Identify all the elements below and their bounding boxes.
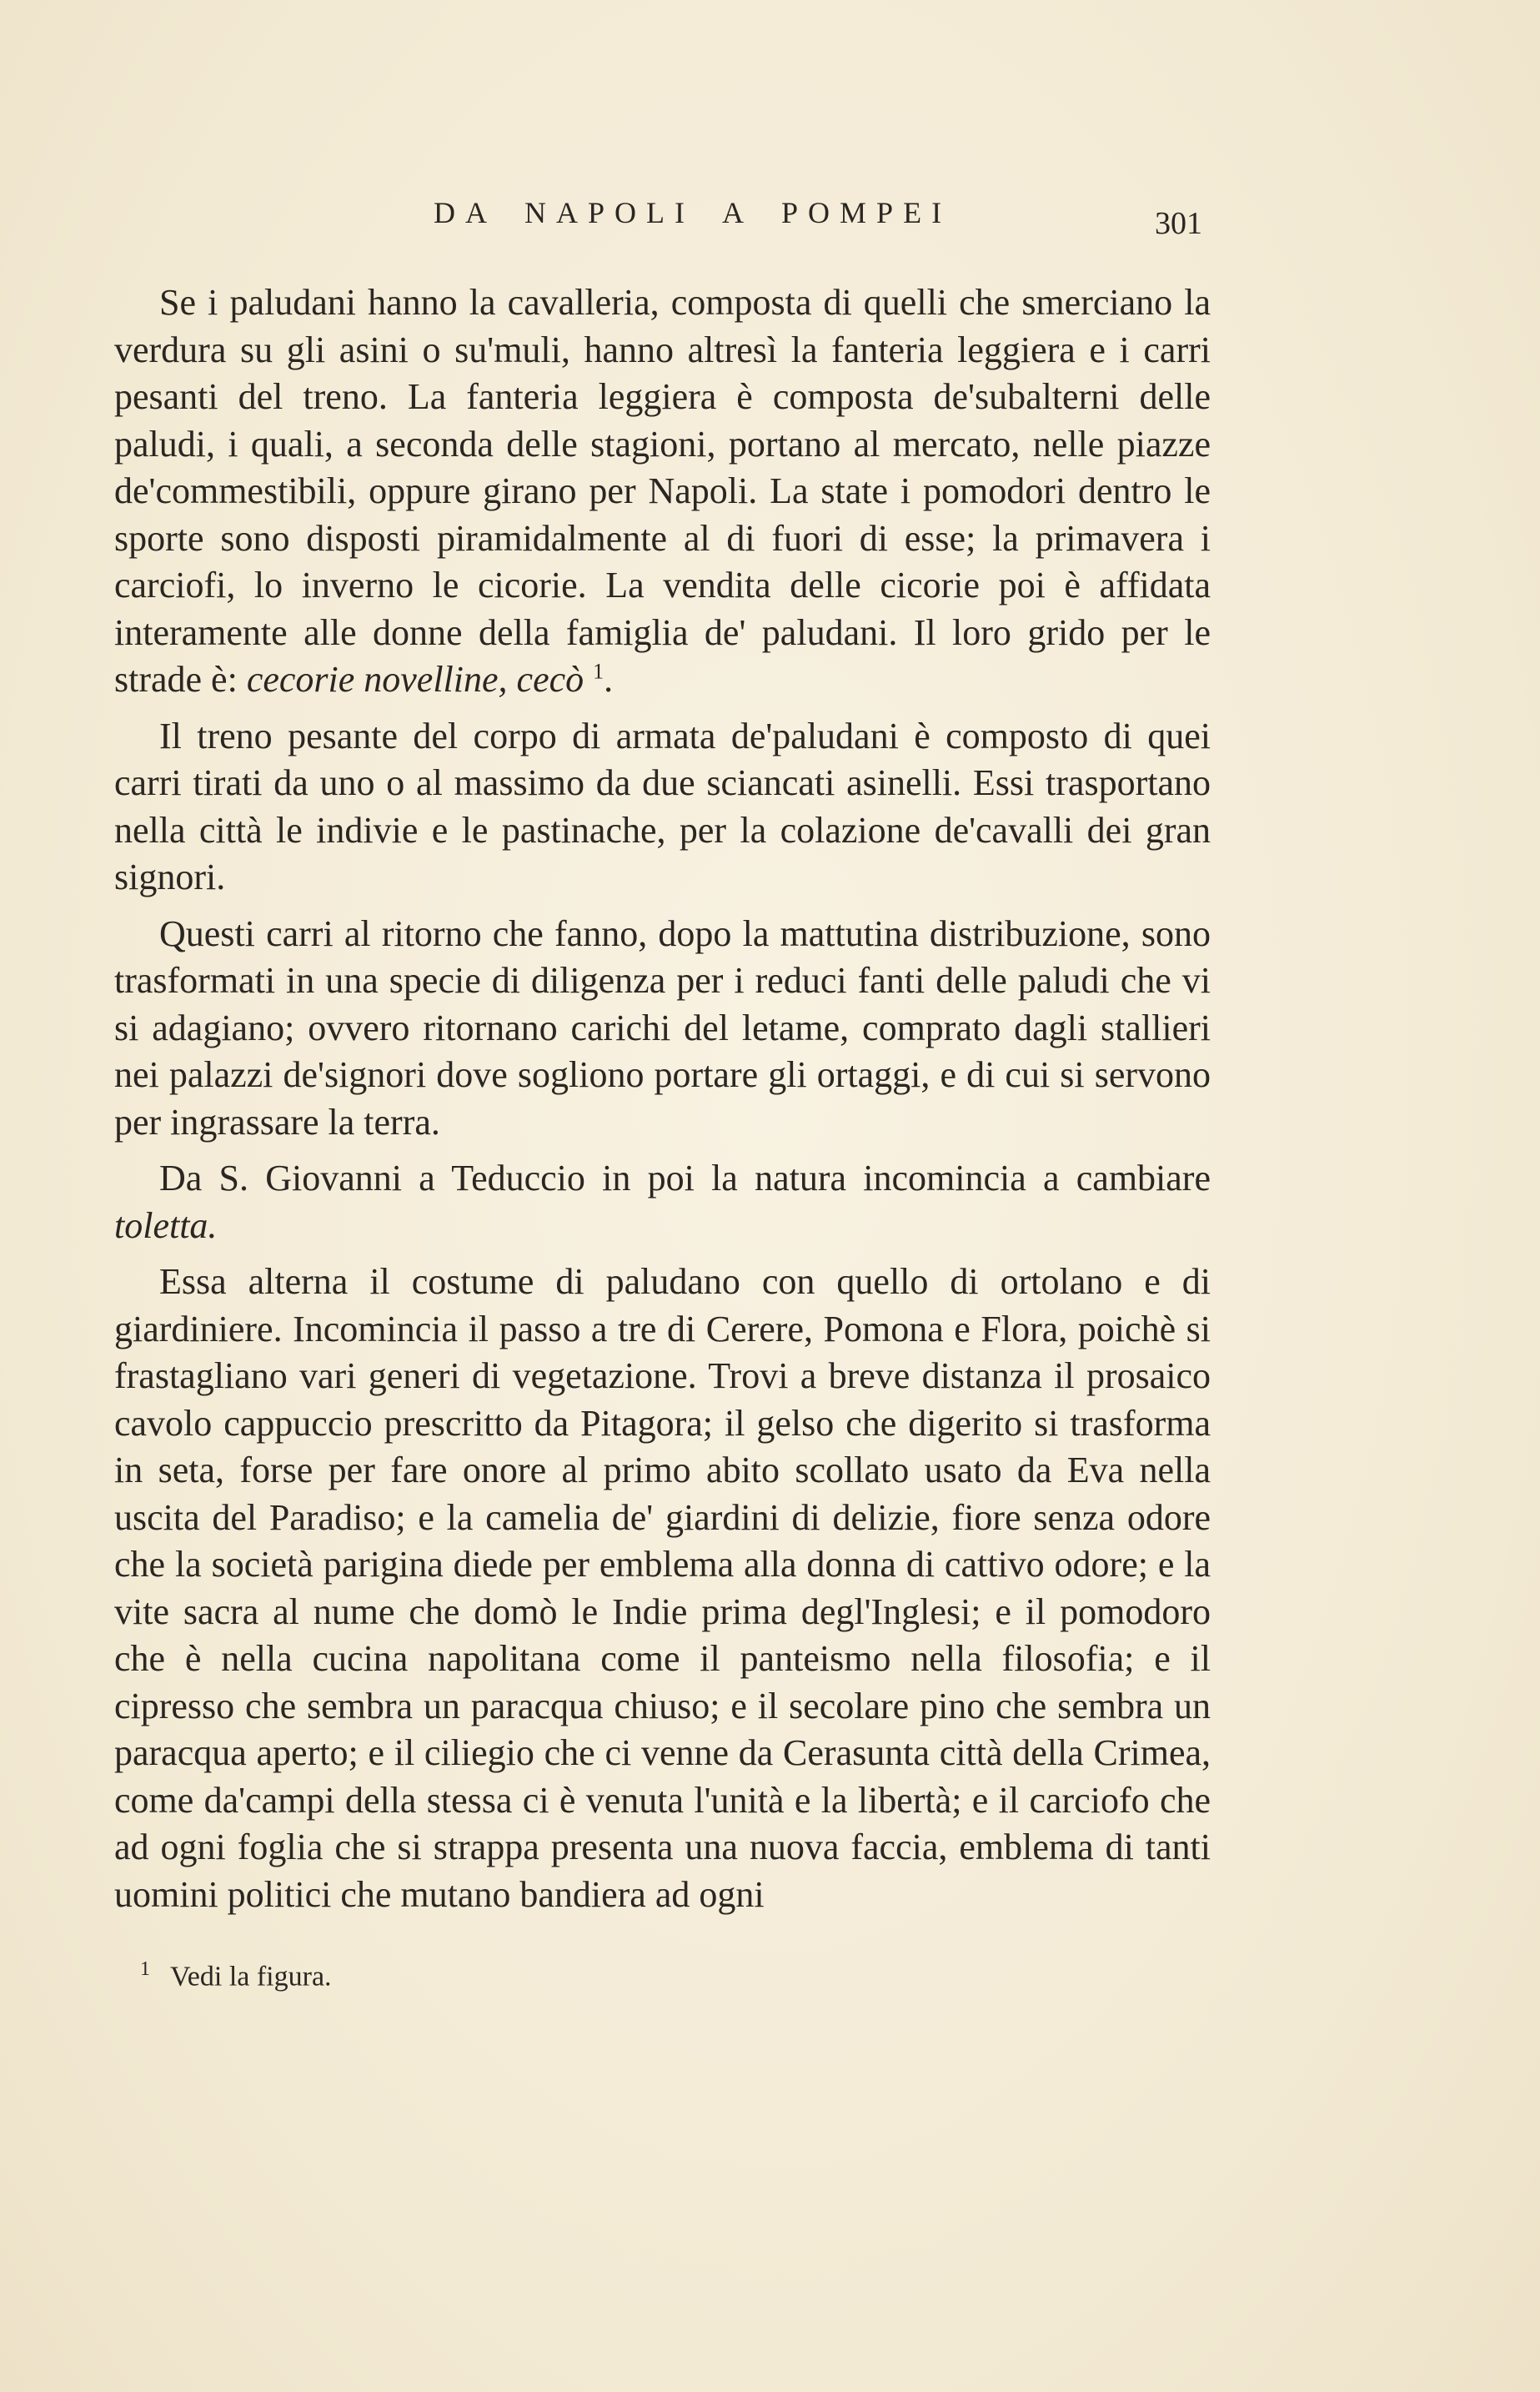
body-text <box>114 279 1211 1927</box>
paragraph <box>114 911 1211 1147</box>
sentence-end: . <box>604 659 614 700</box>
footnote <box>140 1958 332 1992</box>
running-head <box>0 195 1540 245</box>
footnote-reference[interactable]: 1 <box>593 659 604 684</box>
paragraph-text: Essa alterna il costume di paludano con quello di ortolano e di giardiniere. Incomincia il passo a tre di Cerere, Pomona e Flora, poichè si frastagliano vari generi di vegetazione. Trovi a breve distanza il prosaico cavolo cappuccio prescritto da Pitagora; il gelso che digerito si trasforma in seta, forse per fare onore al primo abito scollato usato da Eva nella uscita del Paradiso; e la camelia de' giardini di delizie, fiore senza odore che la società parigina diede per emblema alla donna di cattivo odore; e la vite sacra al nume che domò le Indie prima degl'Inglesi; e il pomodoro che è nella cucina napolitana come il panteismo nella filosofia; e il cipresso che sembra un paracqua chiuso; e il secolare pino che sembra un paracqua aperto; e il ciliegio che ci venne da Cerasunta città della Crimea, come da'campi della stessa ci è venuta l'unità e la libertà; e il carciofo che ad ogni foglia che si strappa presenta una nuova faccia, emblema di tanti uomini politici che mutano bandiera ad ogni <box>114 1261 1211 1915</box>
paragraph-text: Se i paludani hanno la cavalleria, composta di quelli che smerciano la verdura su gli asini o su'muli, hanno altresì la fanteria leggiera e i carri pesanti del treno. La fanteria leggiera è composta de'subalterni delle paludi, i quali, a seconda delle stagioni, portano al mercato, nelle piazze de'commestibili, oppure girano per Napoli. La state i pomodori dentro le sporte sono disposti piramidalmente al di fuori di esse; la primavera i carciofi, lo inverno le cicorie. La vendita delle cicorie poi è affidata interamente alle donne della famiglia de' paludani. Il loro grido per le strade è: <box>114 282 1211 700</box>
paragraph <box>114 1155 1211 1249</box>
paragraph <box>114 1259 1211 1918</box>
running-title: DA NAPOLI A POMPEI <box>434 196 952 229</box>
page-number: 301 <box>1155 206 1202 241</box>
footnote-text: Vedi la figura. <box>170 1961 332 1992</box>
paragraph <box>114 279 1211 704</box>
italic-word: toletta. <box>114 1204 218 1246</box>
paragraph <box>114 713 1211 902</box>
street-cry: cecorie novelline, cecò <box>246 659 584 700</box>
paragraph-text: Da S. Giovanni a Teduccio in poi la natura incomincia a cambiare <box>159 1158 1211 1199</box>
paragraph-text: Il treno pesante del corpo di armata de'paludani è composto di quei carri tirati da uno o al massimo da due sciancati asinelli. Essi trasportano nella città le indivie e le pastinache, per la colazione de'cavalli dei gran signori. <box>114 715 1211 897</box>
paragraph-text: Questi carri al ritorno che fanno, dopo la mattutina distribuzione, sono trasformati in una specie di diligenza per i reduci fanti delle paludi che vi si adagiano; ovvero ritornano carichi del letame, comprato dagli stallieri nei palazzi de'signori dove sogliono portare gli ortaggi, e di cui si servono per ingrassare la terra. <box>114 912 1211 1143</box>
footnote-mark: 1 <box>140 1958 150 1980</box>
